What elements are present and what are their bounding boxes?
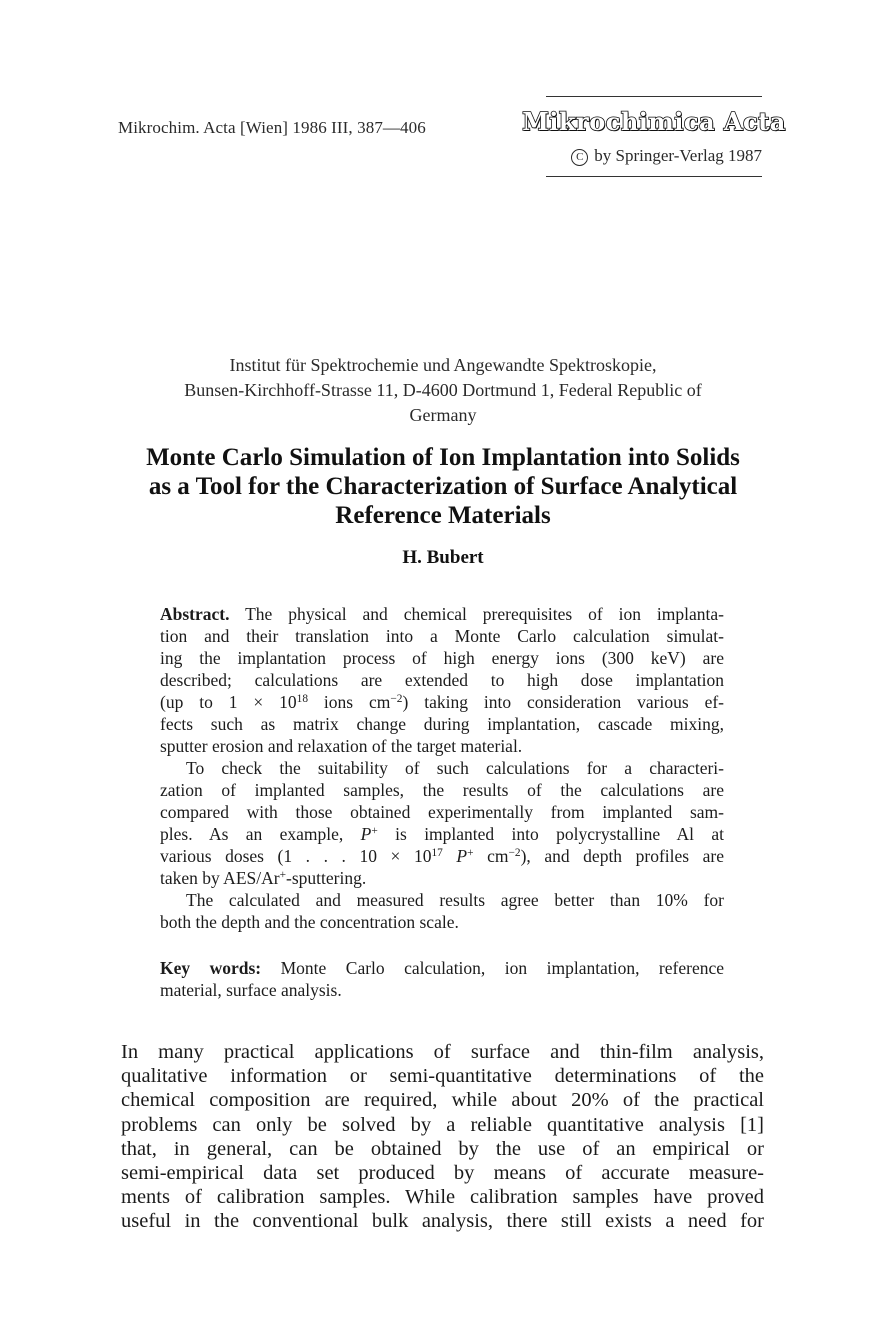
abstract-line: both the depth and the concentration scale. [160, 912, 459, 932]
journal-logo [522, 106, 786, 136]
journal-citation: Mikrochim. Acta [Wien] 1986 III, 387—406 [118, 118, 426, 137]
body-line: In many practical applications of surface and thin-film analysis, [121, 1041, 764, 1063]
abstract-line: Abstract. The physical and chemical prerequisites of ion implanta- [160, 604, 724, 624]
affiliation-line: Institut für Spektrochemie und Angewandte Spektroskopie, [229, 355, 657, 375]
copyright-text: by Springer-Verlag 1987 [594, 146, 762, 165]
abstract [160, 603, 724, 933]
abstract-line: zation of implanted samples, the results of the calculations are [160, 780, 724, 800]
body-line: chemical composition are required, while about 20% of the practical [121, 1089, 764, 1112]
body-text [121, 1040, 764, 1234]
body-line: problems can only be solved by a reliable quantitative analysis [1] [121, 1113, 764, 1136]
keywords-label: Key words: [160, 958, 262, 978]
abstract-line: various doses (1 . . . $10 \times 10^{17}$ P+ $cm^{-2}$), and depth profiles are [160, 846, 724, 866]
affiliation [118, 353, 768, 428]
affiliation-line: Bunsen-Kirchhoff-Strasse 11, D-4600 Dortmund 1, Federal Republic of [184, 380, 702, 400]
abstract-line: ing the implantation process of high energy ions (300 keV) are [160, 648, 724, 668]
affiliation-line: Germany [409, 405, 477, 425]
keywords-line: material, surface analysis. [160, 980, 342, 1000]
abstract-line: ples. As an example, P+ is implanted into polycrystalline Al at [160, 824, 725, 844]
keywords-line: Key words: Monte Carlo calculation, ion implantation, reference [160, 958, 724, 978]
abstract-line: The calculated and measured results agree better than 10% for [186, 890, 724, 910]
paper-title [100, 443, 786, 530]
abstract-line: tion and their translation into a Monte Carlo calculation simulat- [160, 626, 724, 646]
abstract-line: (up to $1 \times 10^{18}$ ions $cm^{-2}$) taking into consideration various ef- [160, 692, 724, 712]
abstract-line: fects such as matrix change during implantation, cascade mixing, [160, 714, 724, 734]
title-line: Monte Carlo Simulation of Ion Implantation into Solids [146, 444, 740, 471]
body-line: semi-empirical data set produced by means of accurate measure- [121, 1162, 764, 1185]
keywords [160, 957, 724, 1001]
body-line: useful in the conventional bulk analysis, there still exists a need for [121, 1210, 764, 1233]
body-line: that, in general, can be obtained by the use of an empirical or [121, 1137, 764, 1160]
abstract-line: To check the suitability of such calculations for a characteri- [186, 758, 724, 778]
abstract-line: compared with those obtained experimentally from implanted sam- [160, 802, 724, 822]
abstract-line: sputter erosion and relaxation of the target material. [160, 736, 523, 756]
abstract-line: taken by AES/Ar+-sputtering. [160, 868, 367, 888]
body-line: ments of calibration samples. While calibration samples have proved [121, 1186, 764, 1209]
journal-logo-text: Mikrochimica Acta [522, 106, 786, 136]
copyright-notice [546, 146, 762, 166]
title-line: Reference Materials [335, 502, 551, 529]
header-rule-bottom [546, 176, 762, 177]
body-line: qualitative information or semi-quantitative determinations of the [121, 1065, 764, 1088]
author: H. Bubert [402, 547, 484, 568]
title-line: as a Tool for the Characterization of Surface Analytical [148, 473, 738, 500]
abstract-label: Abstract. [160, 604, 230, 624]
header-rule-top [546, 96, 762, 97]
copyright-symbol: C [571, 149, 588, 166]
abstract-line: described; calculations are extended to high dose implantation [160, 670, 724, 690]
